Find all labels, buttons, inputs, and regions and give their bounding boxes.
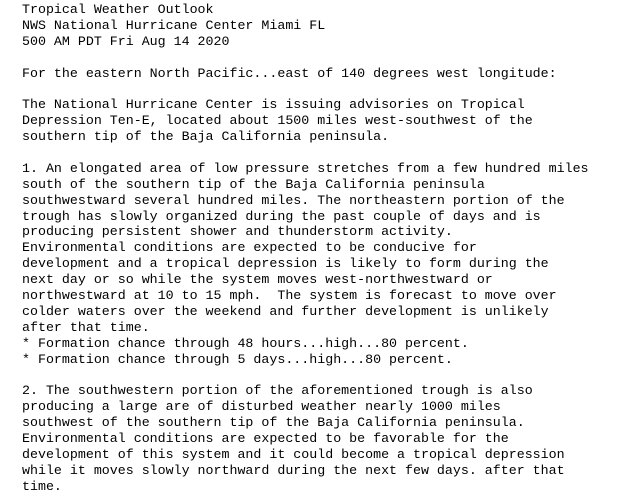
item-1-line: after that time. — [22, 319, 150, 335]
item-1-line: south of the southern tip of the Baja California peninsula — [22, 176, 485, 192]
blank-line — [22, 81, 589, 97]
advisory-line: Depression Ten-E, located about 1500 miles west-southwest of the — [22, 113, 533, 129]
item-1-line: producing persistent shower and thunderstorm activity. — [22, 224, 453, 240]
item-1-chance-48h: * Formation chance through 48 hours...high...80 percent. — [22, 335, 469, 351]
item-1-line: southwestward several hundred miles. The northeastern portion of the — [22, 192, 565, 208]
item-2-line: while it moves slowly northward during the next few days. after that — [22, 462, 565, 478]
blank-line — [22, 50, 589, 66]
item-1-line: development and a tropical depression is likely to form during the — [22, 256, 549, 272]
item-2-line: time. — [22, 478, 62, 494]
advisory-line: The National Hurricane Center is issuing advisories on Tropical — [22, 97, 525, 113]
blank-line — [22, 145, 589, 161]
tropical-weather-outlook-text — [22, 2, 589, 495]
advisory-line: southern tip of the Baja California peninsula. — [22, 129, 390, 145]
item-2-line: 2. The southwestern portion of the aforementioned trough is also — [22, 383, 533, 399]
outlook-title: Tropical Weather Outlook — [22, 2, 214, 17]
blank-line — [22, 367, 589, 383]
issuing-office: NWS National Hurricane Center Miami FL — [22, 17, 326, 33]
item-1-line: trough has slowly organized during the past couple of days and is — [22, 208, 541, 224]
item-1-line: northwestward at 10 to 15 mph. The system is forecast to move over — [22, 288, 557, 304]
item-1-line: next day or so while the system moves west-northwestward or — [22, 272, 493, 288]
item-1-chance-5d: * Formation chance through 5 days...high...80 percent. — [22, 351, 453, 367]
item-1-line: 1. An elongated area of low pressure stretches from a few hundred miles — [22, 160, 589, 176]
item-2-line: development of this system and it could become a tropical depression — [22, 446, 565, 462]
item-2-line: Environmental conditions are expected to be favorable for the — [22, 431, 509, 447]
basin-line: For the eastern North Pacific...east of 140 degrees west longitude: — [22, 65, 557, 81]
item-2-line: southwest of the southern tip of the Baja California peninsula. — [22, 415, 525, 431]
item-2-line: producing a large are of disturbed weather nearly 1000 miles — [22, 399, 501, 415]
item-1-line: Environmental conditions are expected to be conducive for — [22, 240, 477, 256]
item-1-line: colder waters over the weekend and further development is unlikely — [22, 303, 549, 319]
issue-time: 500 AM PDT Fri Aug 14 2020 — [22, 33, 230, 49]
